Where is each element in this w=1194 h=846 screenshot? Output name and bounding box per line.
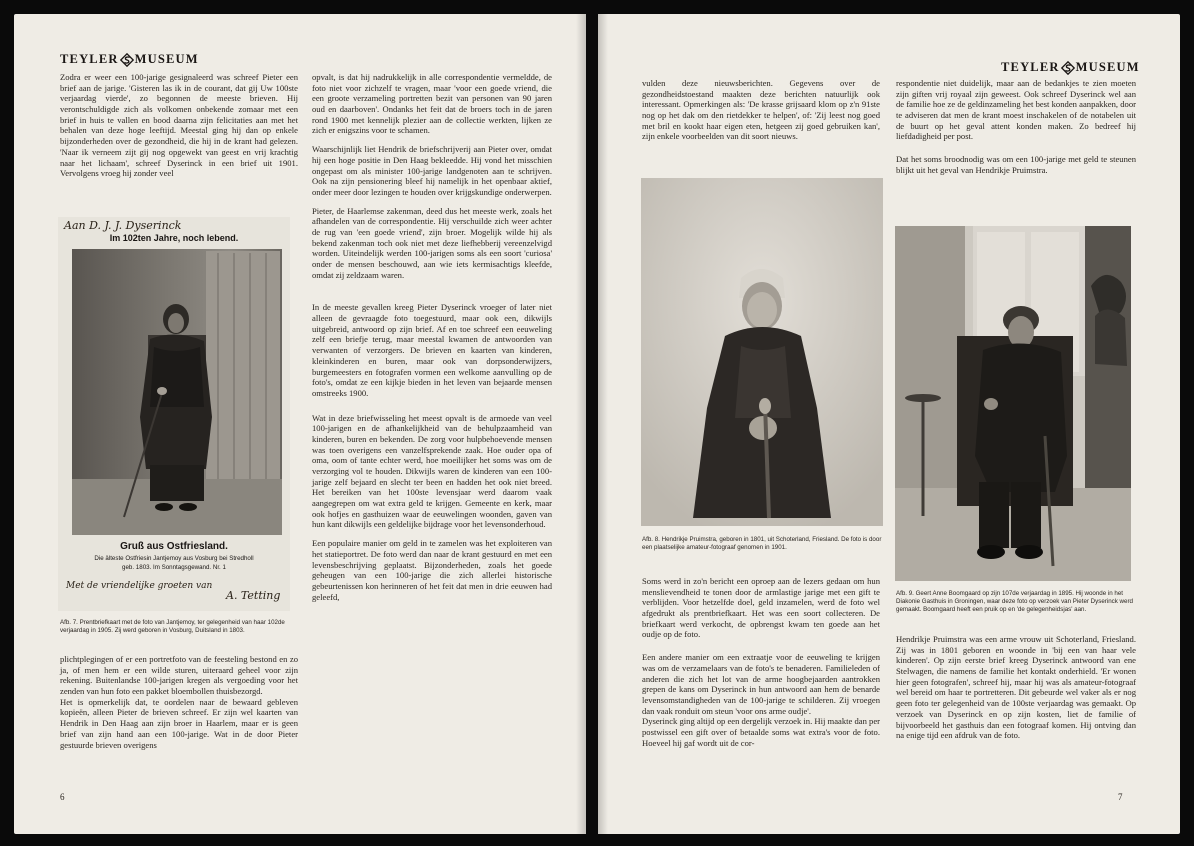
postcard-handwriting-address: Aan D. J. J. Dyserinck: [64, 219, 182, 232]
paragraph: respondentie niet duidelijk, maar aan de bedankjes te zien moeten zijn giften vrij royaal zijn geweest. Ook schreef Dyserinck wel aan de familie hoe ze de geldinzameling het best konden aanpakken, door te adviseren dat men de krant moest inschakelen of de notabelen uit de buurt op het geval attent konden maken. Zo bedreef hij liefdadigheid per post.: [896, 78, 1136, 142]
photo-image: [895, 226, 1131, 581]
logo-text-left: TEYLER: [1001, 60, 1060, 74]
logo-text-right: MUSEUM: [134, 52, 199, 66]
photo-geert-anne-boomgaard: [895, 226, 1131, 581]
museum-emblem-icon: [120, 53, 134, 67]
postcard-subtitle-2: geb. 1803. Im Sonntagsgewand. Nr. 1: [122, 564, 226, 571]
page-number-right: 7: [1118, 792, 1123, 802]
paragraph: Een populaire manier om geld in te zamelen was het exploiteren van het statieportret. De foto werd dan naar de krant gestuurd en met een levensbeschrijving geplaatst. Bijzonderheden, zoals het goede geheugen van een 100-jarige die zich allerlei historische gebeurtenissen kon herinneren of het feit dat men in drie eeuwen had geleefd,: [312, 538, 552, 602]
paragraph: Waarschijnlijk liet Hendrik de briefschrijverij aan Pieter over, omdat hij een hoge positie in Den Haag bekleedde. Hij vond het misschien ongepast om als minister 100-jarige landgenoten aan te schrijven. Ook na zijn pensionering bleef hij namelijk in het openbaar aktief, onder meer door lezingen te houden over krijgskundige onderwerpen.: [312, 144, 552, 197]
figure-caption-8: Afb. 8. Hendrikje Pruimstra, geboren in 1801, uit Schoterland, Friesland. De foto is door een plaatselijke amateur-fotograaf genomen in 1901.: [642, 536, 882, 552]
postcard-photo-jantjemoy: [58, 217, 290, 611]
teyler-museum-logo: [60, 52, 199, 67]
paragraph: Een andere manier om een extraatje voor de eeuweling te krijgen was om de verzamelaars van de foto's te benaderen. Familieleden of anderen die zich het lot van de arme hoogbejaarden aantrokken grepen de kans om Dyserinck in hun antwoord aan hem de benarde levensomstandigheden van de 100-jarige te schilderen. Zij vroegen dan vaak ronduit om steun 'voor ons arme oudje'.: [642, 652, 880, 716]
museum-emblem-icon: [1061, 61, 1075, 75]
figure-caption-7: Afb. 7. Prentbriefkaart met de foto van Jantjemoy, ter gelegenheid van haar 102de verjaardag in 1905. Zij werd geboren in Vosburg, Duitsland in 1803.: [60, 619, 285, 635]
postcard-title: Gruß aus Ostfriesland.: [120, 541, 228, 552]
gutter-shadow: [598, 14, 608, 834]
figure-caption-9: Afb. 9. Geert Anne Boomgaard op zijn 107de verjaardag in 1895. Hij woonde in het Diakonie Gasthuis in Groningen, waar deze foto op verzoek van Pieter Dyserinck werd gemaakt. Boomgaard heeft een pruik op en 'de gelegenheidsjas' aan.: [896, 590, 1133, 614]
paragraph: In de meeste gevallen kreeg Pieter Dyserinck vroeger of later niet alleen de gevraagde foto toegestuurd, maar ook een, dikwijls uitgebreid, antwoord op zijn brief. Af en toe schreef een eeuweling zelf een briefje terug, maar meestal kwamen de antwoorden van verwanten of verzorgers. De brieven en kaarten van kinderen, kleinkinderen en buren, maar ook van dorpsonderwijzers, burgemeesters en fotografen vormen een welkome aanvulling op de foto's, omdat ze een kijkje bieden in het leven van bejaarde mensen omstreeks 1900.: [312, 302, 552, 398]
teyler-museum-logo: [1001, 60, 1140, 75]
photo-hendrikje-pruimstra: [641, 178, 883, 526]
postcard-handwriting-greeting: Met de vriendelijke groeten van: [66, 581, 213, 591]
paragraph: opvalt, is dat hij nadrukkelijk in alle correspondentie vermeldde, de foto niet voor zichzelf te vragen, maar 'voor een goede vriend, die een groote verzameling portretten bezit van personen van 90 jaren oud en daarboven'. Ondanks het feit dat de broers toch in de jaren rond 1900 met kennelijk plezier aan de collectie werkten, lijken ze zich er enigszins voor te schamen.: [312, 72, 552, 136]
left-column-2: [312, 72, 552, 602]
paragraph: Dat het soms broodnodig was om een 100-jarige met geld te steunen blijkt uit het geval van Hendrikje Pruimstra.: [896, 154, 1136, 175]
right-column-2-bottom: [896, 634, 1136, 741]
paragraph: Het is opmerkelijk dat, te oordelen naar de bewaard gebleven kopieën, alleen Pieter de brieven schreef. Er zijn wel kaarten van Hendrik in Den Haag aan zijn broer in Haarlem, maar er is geen brief van zijn hand aan een 100-jarige. Wat in de door Pieter gestuurde brieven overigens: [60, 696, 298, 750]
paragraph: Soms werd in zo'n bericht een oproep aan de lezers gedaan om hun menslievendheid te tonen door de armlastige jarige met een gift te verblijden. Voor hetzelfde doel, geld inzamelen, werd de foto wel afgedrukt als prentbriefkaart. Het was een soort collecteren. De briefkaart werd verkocht, de opbrengst kwam ten goede aan het oudje op de foto.: [642, 576, 880, 640]
postcard-subtitle-1: Die älteste Ostfriesin Jantjemoy aus Vosburg bei Stredholl: [94, 555, 254, 562]
logo-text-left: TEYLER: [60, 52, 119, 66]
paragraph: plichtplegingen of er een portretfoto van de feesteling bestond en zo ja, of men hem er een wilde sturen, uiteraard geheel voor zijn rekening. Buitenlandse 100-jarigen kregen als vergoeding voor het zenden van hun foto een pakket bloembollen thuisbezorgd.: [60, 654, 298, 697]
paragraph: Dyserinck ging altijd op een dergelijk verzoek in. Hij maakte dan per postwissel een gift over of betaalde soms wat extra's voor de foto. Hoeveel hij gaf wordt uit de cor-: [642, 716, 881, 748]
logo-text-right: MUSEUM: [1075, 60, 1140, 74]
paragraph: vulden deze nieuwsberichten. Gegevens over de gezondheidstoestand maakten deze berichten natuurlijk ook interessant. Opmerkingen als: 'De krasse grijsaard klom op z'n 91ste nog op het dak om den rietdekker te helpen', of: 'Zij leest nog goed met bril en kookt haar eigen eten, hetgeen zij goed gebruiken kan', zijn enkele voorbeelden van dit soort nieuws.: [642, 78, 880, 142]
paragraph: Wat in deze briefwisseling het meest opvalt is de armoede van veel 100-jarigen en de afhankelijkheid van de behulpzaamheid van kinderen, buren en bekenden. De zorg voor hulpbehoevende mensen was toen overigens een vanzelfsprekende zaak. Hoe ouder opa of oma, oom of tante echter werd, hoe moeilijker het soms was om de verzorging vol te houden. Dikwijls waren de kinderen van een 100-jarige zelf bejaard en slecht ter been en hadden het ook niet breed. Het bereiken van het 100ste levensjaar werd daarom vaak aangegrepen om wat extra geld te krijgen. Gemeente en kerk, maar ook hofjes en gasthuizen waar de eeuwelingen woonden, gaven van hun kant dikwijls een geldelijke bijdrage voor het levensonderhoud.: [312, 412, 552, 530]
left-column-1-bottom: [60, 654, 298, 750]
postcard-signature: A. Tetting: [226, 589, 281, 602]
left-page: [14, 14, 586, 834]
paragraph: Hendrikje Pruimstra was een arme vrouw uit Schoterland, Friesland. Zij was in 1801 geboren en woonde in 'bij een van haar vele kinderen'. Op zijn eerste brief kreeg Dyserinck antwoord van ene Stelwagen, die namens de familie het kontakt onderhield. 'Er wonen hier geen fotografen', schreef hij, maar hij was als amateur-fotograaf wel bereid om haar te portretteren. Dit gebeurde wel vaker als er nog geen foto ter gelegenheid van de 100ste verjaardag was gemaakt. Op verzoek van Dyserinck en op zijn kosten, liet de familie of bijvoorbeeld het gasthuis dan een fotograaf komen. Hij ontving dan na enige tijd een afdruk van de foto.: [896, 634, 1136, 741]
postcard-heading: Im 102ten Jahre, noch lebend.: [109, 233, 239, 243]
left-column-1-top: [60, 72, 298, 179]
right-column-1-bottom: [642, 576, 880, 748]
right-column-2-top: [896, 78, 1136, 176]
right-page: [598, 14, 1180, 834]
page-number-left: 6: [60, 792, 65, 802]
paragraph: Zodra er weer een 100-jarige gesignaleerd was schreef Pieter een brief aan de jarige. 'Gisteren las ik in de courant, dat gij Uw 100ste verjaardag vierde', zo begonnen de meeste brieven. Hij verontschuldigde zich als volkomen onbekende zomaar met een brief in huis te vallen en bood daarna zijn felicitaties aan met het behalen van deze hoge leeftijd. Meestal ging hij dan op enkele bijzonderheden over de gezondheid, die hij in de krant had gelezen. 'Naar ik verneem zijt gij nog opgewekt van geest en vrij krachtig naar het lichaam', schreef Dyserinck in een brief uit 1901. Vervolgens vroeg hij zonder veel: [60, 72, 298, 179]
photo-image: [641, 178, 883, 526]
gutter-shadow: [576, 14, 586, 834]
paragraph: Pieter, de Haarlemse zakenman, deed dus het meeste werk, zoals het afhandelen van de correspondentie. Hij verschuilde zich weer achter de rug van 'een goede vriend', zijn broer. Mogelijk wilde hij als bekend zakenman toch ook niet met deze liefhebberij vereenzelvigd worden. Uiteindelijk werden 100-jarigen soms als een soort 'curiosa' onder de mensen beschouwd, aan wie iets kermisachtigs kleefde, omdat zij zeldzaam waren.: [312, 205, 552, 280]
right-column-1-top: [642, 78, 880, 142]
